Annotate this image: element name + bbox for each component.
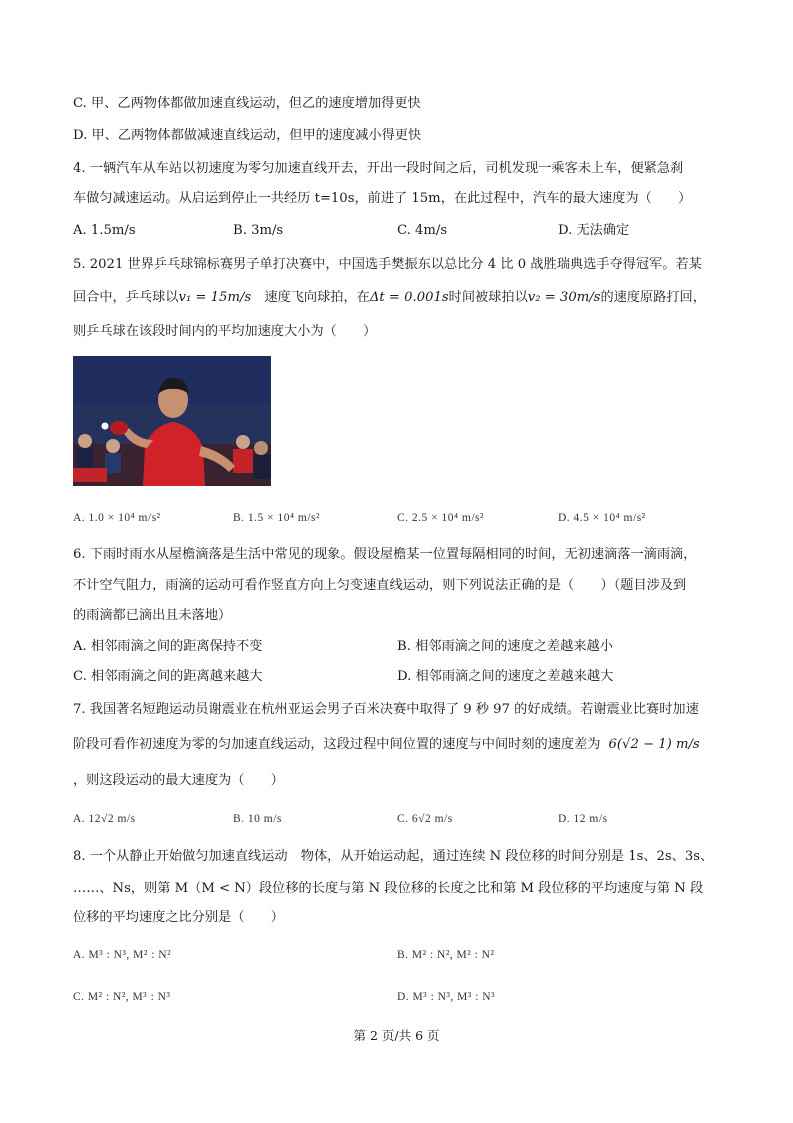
question-8-line-3: 位移的平均速度之比分别是（ ） (73, 910, 284, 925)
player-illustration (73, 356, 271, 486)
q5-v2-formula: v₂ = 30m/s (527, 290, 601, 305)
q7-option-c: C. 6√2 m/s (397, 813, 453, 825)
q4-option-a: A. 1.5m/s (73, 223, 136, 238)
q8-option-a: A. M³ : N³, M² : N² (73, 949, 172, 961)
option-d-previous: D. 甲、乙两物体都做减速直线运动，但甲的速度减小得更快 (73, 128, 422, 143)
question-7-line-1: 7. 我国著名短跑运动员谢震业在杭州亚运会男子百米决赛中取得了 9 秒 97 的好成绩。若谢震业比赛时加速 (73, 702, 699, 717)
q4-option-d: D. 无法确定 (558, 223, 630, 238)
q6-option-b: B. 相邻雨滴之间的速度之差越来越小 (397, 639, 613, 654)
question-8-line-2: ……、Ns，则第 M（M < N）段位移的长度与第 N 段位移的长度之比和第 M 段位移的平均速度与第 N 段 (73, 881, 704, 896)
question-7-line-2 (73, 736, 700, 754)
q5-option-b: B. 1.5 × 10⁴ m/s² (233, 512, 320, 524)
q7-option-a: A. 12√2 m/s (73, 813, 136, 825)
question-4-line-1: 4. 一辆汽车从车站以初速度为零匀加速直线开去，开出一段时间之后，司机发现一乘客未上车，便紧急刹 (73, 161, 684, 176)
question-6-line-2: 不计空气阻力，雨滴的运动可看作竖直方向上匀变速直线运动，则下列说法正确的是（ ）（题目涉及到 (73, 578, 687, 593)
question-6-line-3: 的雨滴都已滴出且未落地） (73, 608, 232, 623)
q5-v1-formula: v₁ = 15m/s (178, 290, 252, 305)
q6-option-c: C. 相邻雨滴之间的距离越来越大 (73, 669, 263, 684)
question-5-line-3: 则乒乓球在该段时间内的平均加速度大小为（ ） (73, 324, 377, 339)
q4-option-c: C. 4m/s (397, 223, 448, 238)
q8-option-b: B. M² : N², M² : N² (397, 949, 495, 961)
question-5-line-2 (73, 289, 706, 307)
question-6-line-1: 6. 下雨时雨水从屋檐滴落是生活中常见的现象。假设屋檐某一位置每隔相同的时间，无初速滴落一滴雨滴， (73, 547, 697, 562)
option-c-previous: C. 甲、乙两物体都做加速直线运动，但乙的速度增加得更快 (73, 96, 421, 111)
q5-text-g: 的速度原路打回， (600, 290, 706, 305)
q5-option-a: A. 1.0 × 10⁴ m/s² (73, 512, 161, 524)
question-5-line-1: 5. 2021 世界乒乓球锦标赛男子单打决赛中，中国选手樊振东以总比分 4 比 0 战胜瑞典选手夺得冠军。若某 (73, 257, 702, 272)
q5-text-a: 回合中，乒乓球以 (73, 290, 179, 305)
q5-option-c: C. 2.5 × 10⁴ m/s² (397, 512, 484, 524)
q5-text-e: 时间被球拍以 (448, 290, 528, 305)
q6-option-d: D. 相邻雨滴之间的速度之差越来越大 (397, 669, 614, 684)
q7-option-d: D. 12 m/s (558, 813, 608, 825)
q7-text-a: 阶段可看作初速度为零的匀加速直线运动，这段过程中间位置的速度与中间时刻的速度差为 (73, 737, 601, 752)
question-7-line-3: ，则这段运动的最大速度为（ ） (73, 773, 284, 788)
q8-option-d: D. M³ : N³, M³ : N³ (397, 991, 496, 1003)
q7-velocity-diff-formula: 6(√2 − 1) m/s (608, 737, 700, 752)
page-footer: 第 2 页/共 6 页 (353, 1028, 440, 1043)
q7-option-b: B. 10 m/s (233, 813, 282, 825)
q4-option-b: B. 3m/s (233, 223, 284, 238)
table-tennis-player-photo (73, 356, 271, 486)
question-4-line-2: 车做匀减速运动。从启运到停止一共经历 t=10s，前进了 15m，在此过程中，汽车的最大速度为（ ） (73, 191, 692, 206)
q6-option-a: A. 相邻雨滴之间的距离保持不变 (73, 639, 263, 654)
question-8-line-1: 8. 一个从静止开始做匀加速直线运动 物体，从开始运动起，通过连续 N 段位移的时间分别是 1s、2s、3s、 (73, 849, 714, 864)
q5-text-c: 速度飞向球拍，在 (251, 290, 370, 305)
q8-option-c: C. M² : N², M³ : N³ (73, 991, 171, 1003)
q5-option-d: D. 4.5 × 10⁴ m/s² (558, 512, 646, 524)
q5-dt-formula: Δt = 0.001s (369, 290, 449, 305)
